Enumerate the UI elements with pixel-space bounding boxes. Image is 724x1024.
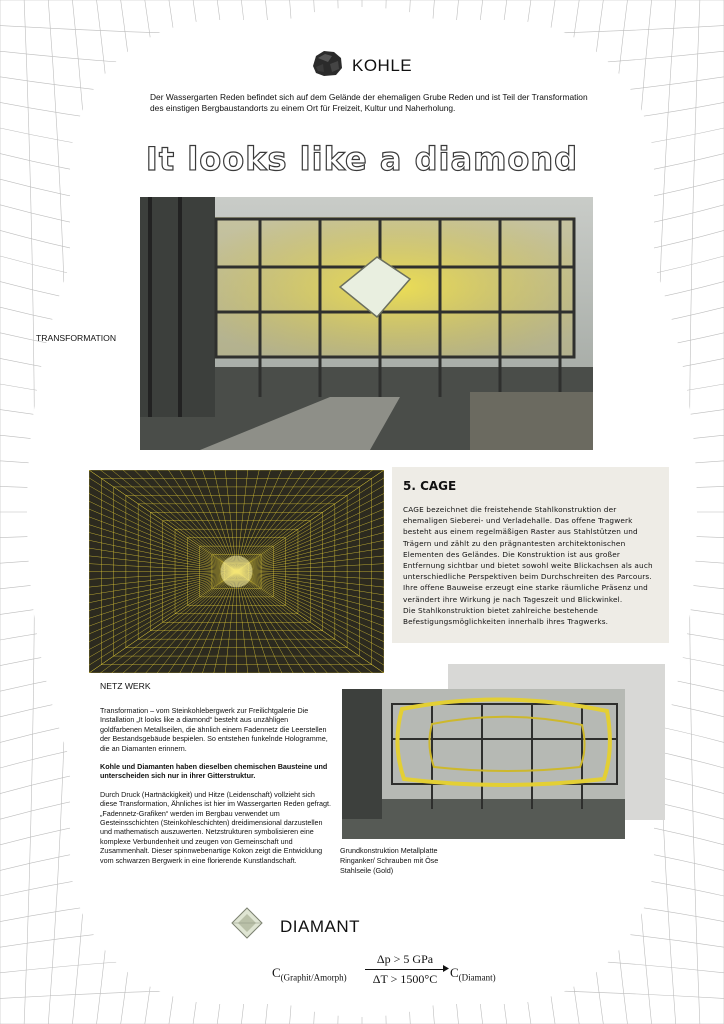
caption-line-2: Ringanker/ Schrauben mit Öse <box>340 856 439 865</box>
cage-text <box>403 504 661 627</box>
formula-right <box>450 965 496 983</box>
intro-text: Der Wassergarten Reden befindet sich auf dem Gelände der ehemaligen Grube Reden und ist Teil der Transformation des einstigen Bergbaustandorts zu einem Ort für Freizeit, Kultur und Naherholung. <box>150 92 588 113</box>
label-transformation: TRANSFORMATION <box>36 333 117 343</box>
formula-temperature: ΔT > 1500°C <box>372 972 438 986</box>
hero-photo-steel-hall <box>140 197 593 450</box>
cage-title: 5. CAGE <box>403 479 457 493</box>
diamond-icon <box>230 906 264 940</box>
formula-pressure: Δp > 5 GPa <box>376 952 434 966</box>
cage-text-secondary: Die Stahlkonstruktion bietet zahlreiche bestehende Befestigungsmöglichkeiten innerhalb ihres Tragwerks. <box>403 605 609 627</box>
description-paragraph-3: Durch Druck (Hartnäckigkeit) und Hitze (Leidenschaft) vollzieht sich diese Transformation, Ähnliches ist hier im Wassergarten Reden gefragt. „Fadennetz-Grafiken“ werden im Bergbau verwendet um Gesteinsschichten (Steinkohleschichten) dreidimensional darzustellen und mathematisch auszuwerten. Netzstrukturen symbolisieren eine komplexe Verbundenheit und zeugen von Gemeinschaft und Zusammenhalt. Dieser spinnwebenartige Kokon zeigt die Entwicklung vom schwarzen Bergwerk in eine florierende Kunstlandschaft. <box>100 789 332 865</box>
description-text <box>100 706 332 874</box>
caption-line-1: Grundkonstruktion Metallplatte <box>340 846 438 855</box>
caption-line-3: Stahlseile (Gold) <box>340 866 394 875</box>
arrow-head-icon <box>443 965 449 972</box>
formula-right-symbol: C <box>450 965 459 980</box>
headline: It looks like a diamond <box>145 140 579 178</box>
cage-text-main: CAGE bezeichnet die freistehende Stahlkonstruktion der ehemaligen Sieberei- und Verladehalle. Das offene Tragwerk besteht aus einem regelmäßigen Raster aus Stahlstützen und Trägern und zählt zu den prägnantesten architektonischen Elementen des Geländes. Die Konstruktion ist aus großer Entfernung sichtbar und bietet sowohl weite Blickachsen als auch unterschiedliche Perspektiven beim Durchschreiten des Parcours. Ihre offene Bauweise erzeugt eine starke räumliche Präsenz und verändert ihre Wirkung je nach Tageszeit und Blickwinkel. <box>403 505 653 604</box>
formula-left-sub: (Graphit/Amorph) <box>280 972 347 983</box>
render-installation-photo <box>342 689 625 839</box>
diamant-title: DIAMANT <box>280 917 360 936</box>
render-caption <box>340 846 490 876</box>
coal-icon <box>310 48 344 78</box>
netz-werk-graphic <box>89 470 384 673</box>
formula-left <box>272 965 347 983</box>
description-paragraph-2: Kohle und Diamanten haben dieselben chemischen Bausteine und unterscheiden sich nur in ihrer Gitterstruktur. <box>100 762 328 781</box>
formula-right-sub: (Diamant) <box>458 972 496 983</box>
netz-glow <box>221 556 253 588</box>
description-paragraph-1: Transformation – vom Steinkohlebergwerk zur Freilichtgalerie Die Installation „It looks like a diamond“ besteht aus unzähligen goldfarbenen Metallseilen, die ähnlich einem Fadennetz die Leerstellen der Bestandsgebäude bespielen. So entstehen funkelnde Hologramme, die an Diamanten erinnern. <box>100 706 328 753</box>
formula-left-symbol: C <box>272 965 281 980</box>
kohle-title: KOHLE <box>352 56 413 75</box>
diamond-formula <box>272 950 512 994</box>
formula-reaction-arrow <box>365 969 445 970</box>
label-netz-werk: NETZ WERK <box>100 681 151 691</box>
